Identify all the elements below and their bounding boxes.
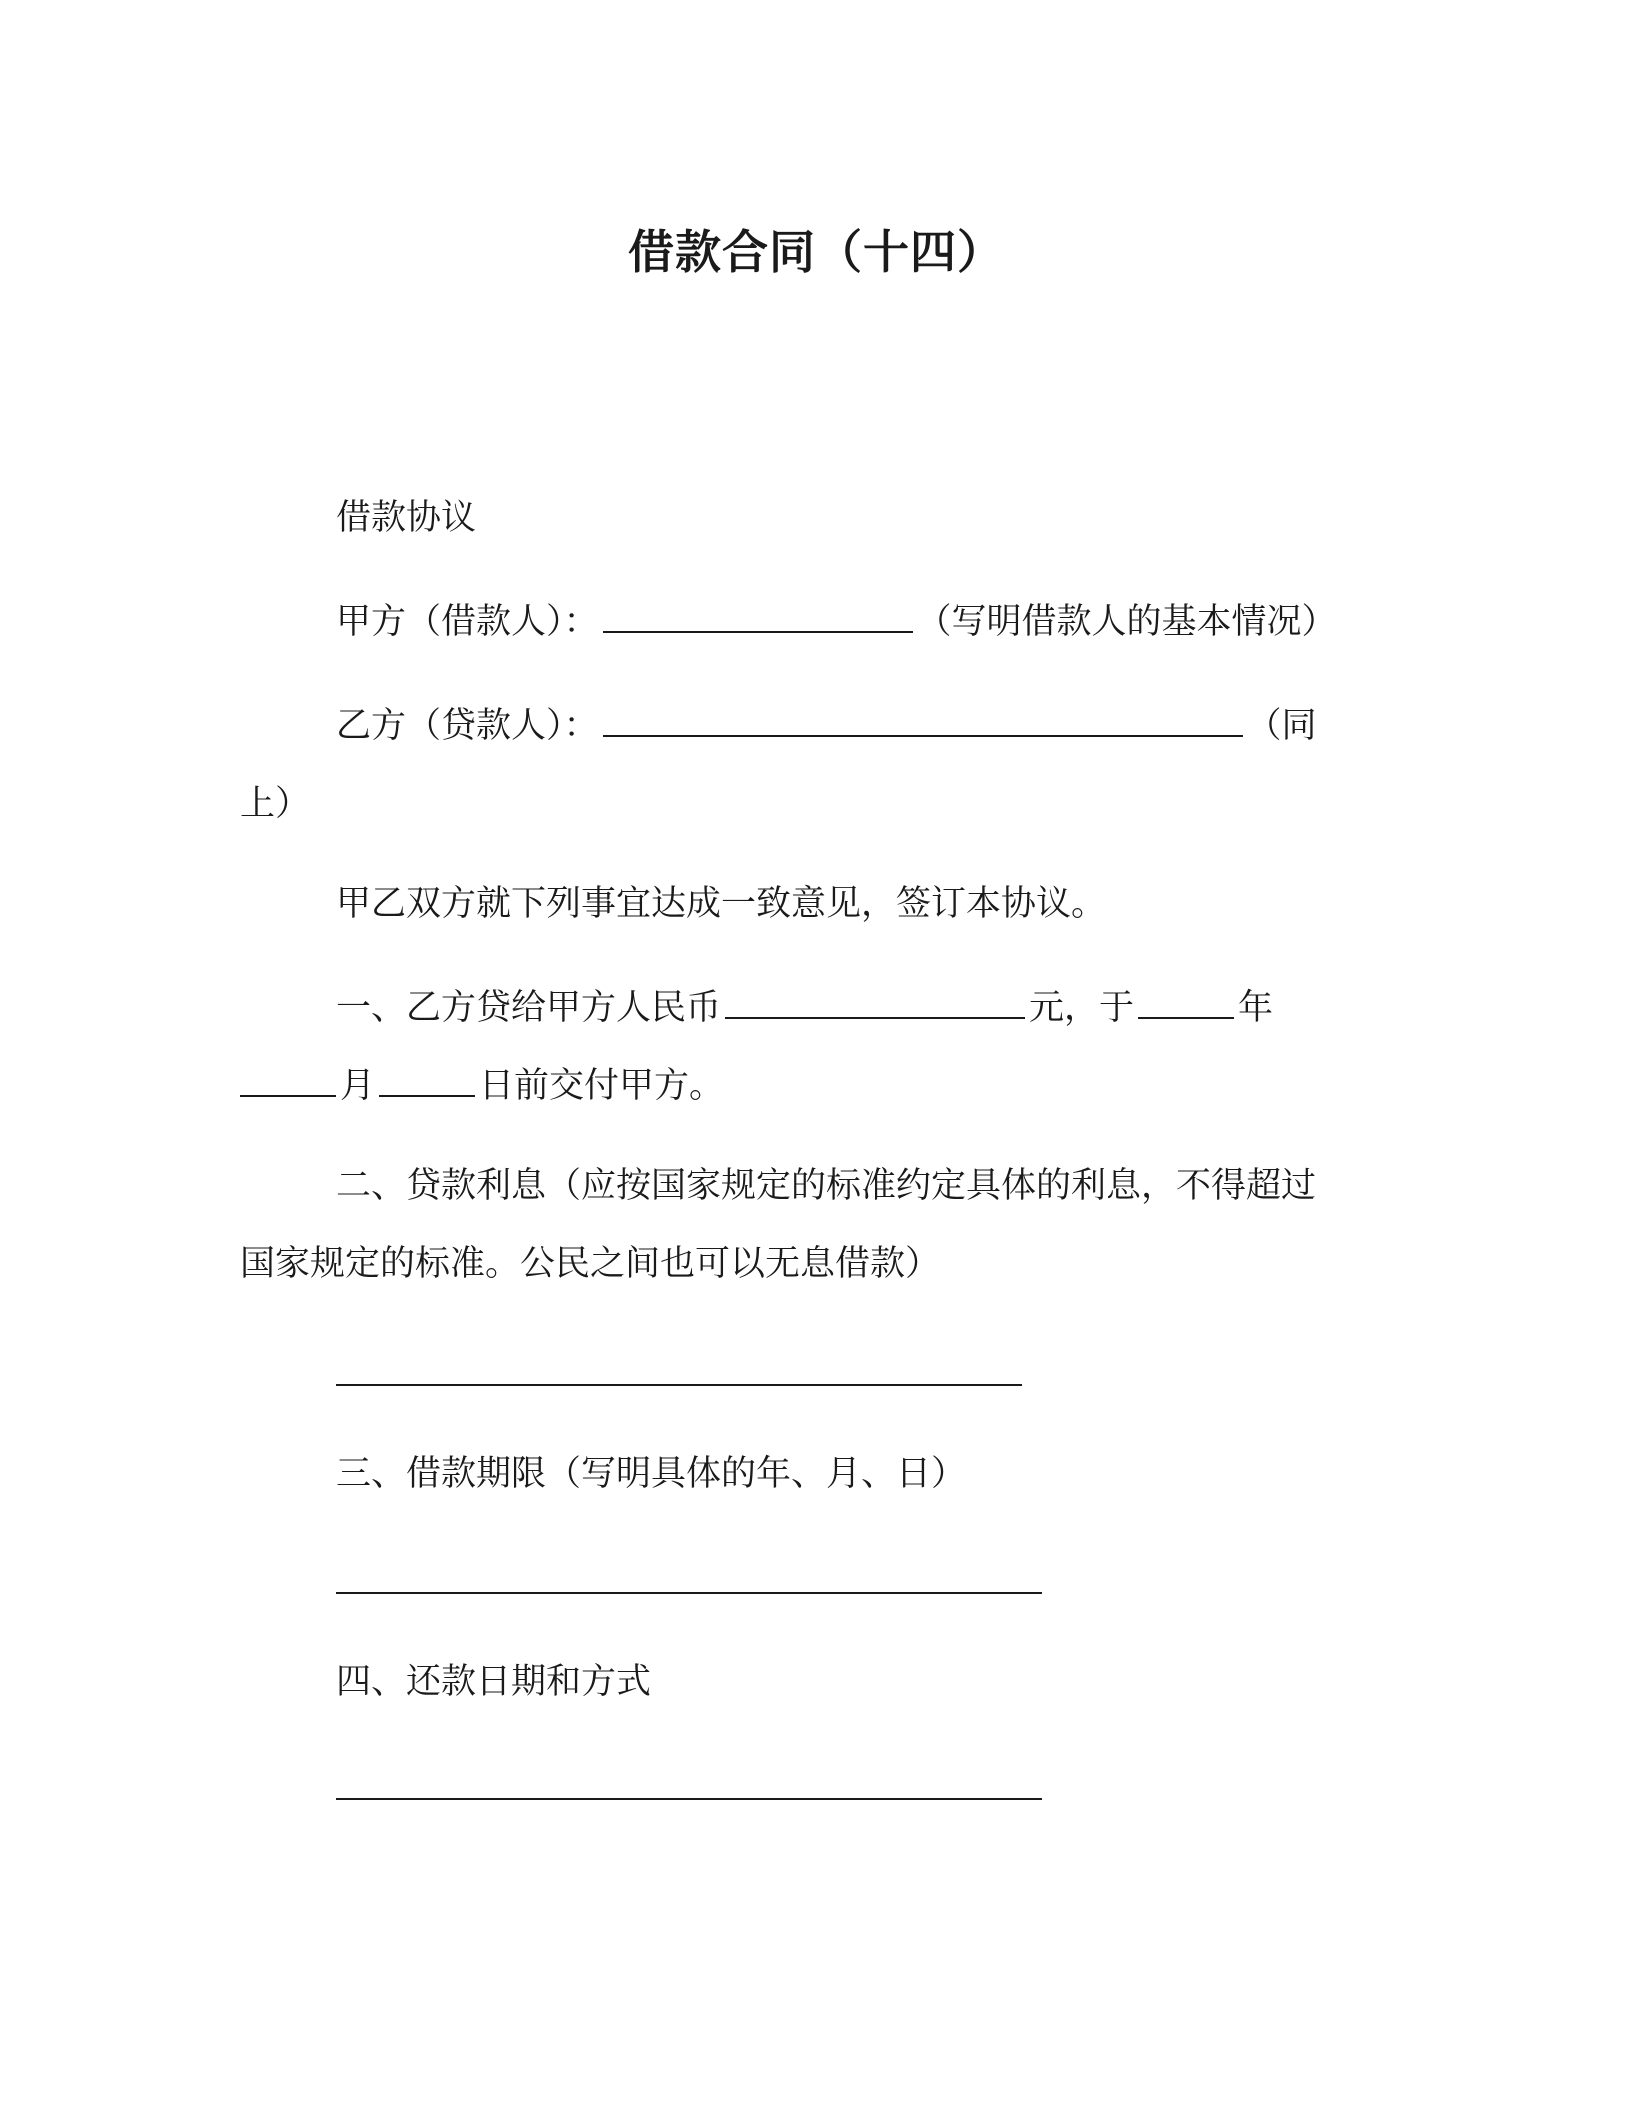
clause-2-fill-line	[336, 1384, 1022, 1386]
party-b-line	[336, 688, 1496, 764]
clause-4-fill-line	[336, 1798, 1042, 1800]
party-b-note-start: （同	[1246, 706, 1317, 746]
day-blank	[379, 1061, 475, 1097]
clause-1-text-a: 一、乙方贷给甲方人民币	[336, 988, 722, 1028]
party-b-label: 乙方（贷款人）：	[336, 706, 599, 746]
clause-2-line-1: 二、贷款利息（应按国家规定的标准约定具体的利息，不得超过	[336, 1166, 1317, 1206]
clause-1-month: 月	[340, 1066, 376, 1106]
year-blank	[1138, 983, 1234, 1019]
clause-1-text-b: 元，于	[1029, 988, 1135, 1028]
party-a-line	[336, 584, 1496, 660]
party-a-label: 甲方（借款人）：	[336, 602, 599, 642]
party-b-note-end: 上）	[240, 784, 311, 824]
clause-1-line-1	[336, 970, 1496, 1046]
clause-1-year: 年	[1238, 988, 1274, 1028]
month-blank	[240, 1061, 336, 1097]
clause-3-fill-line	[336, 1592, 1042, 1594]
party-a-blank	[603, 597, 913, 633]
agreement-heading: 借款协议	[336, 498, 477, 538]
party-b-blank	[603, 701, 1243, 737]
amount-blank	[725, 983, 1025, 1019]
intro-paragraph: 甲乙双方就下列事宜达成一致意见，签订本协议。	[336, 884, 1107, 924]
document-title: 借款合同（十四）	[628, 225, 1004, 279]
clause-4: 四、还款日期和方式	[336, 1662, 652, 1702]
party-a-note: （写明借款人的基本情况）	[916, 602, 1337, 642]
clause-1-end: 日前交付甲方。	[479, 1066, 725, 1106]
clause-2-line-2: 国家规定的标准。公民之间也可以无息借款）	[240, 1244, 941, 1284]
clause-1-line-2	[240, 1048, 1400, 1124]
clause-3: 三、借款期限（写明具体的年、月、日）	[336, 1454, 967, 1494]
